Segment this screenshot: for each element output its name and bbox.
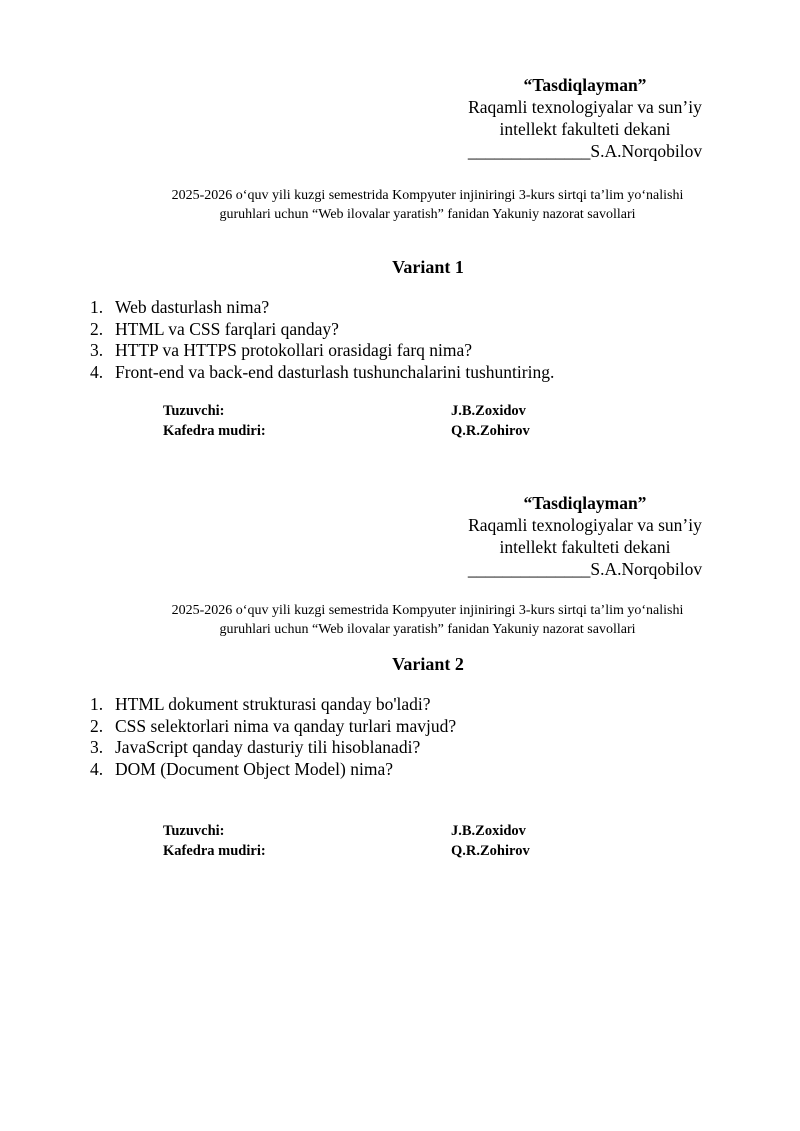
signer-role: Tuzuvchi:: [163, 823, 225, 839]
list-item: [90, 319, 554, 341]
question-list-2: [90, 694, 456, 780]
signer-row: [163, 821, 530, 841]
approval-line: intellekt fakulteti dekani: [499, 537, 671, 557]
signers-block-2: [163, 821, 530, 861]
list-item: [90, 694, 456, 716]
question-number: 3.: [90, 340, 104, 360]
signer-row: [163, 421, 530, 441]
approval-line: Raqamli texnologiyalar va sun’iy: [468, 515, 702, 535]
question-number: 1.: [90, 694, 104, 714]
list-item: [90, 716, 456, 738]
signer-role: Kafedra mudiri:: [163, 843, 266, 859]
heading-line: 2025-2026 o‘quv yili kuzgi semestrida Kompyuter injiniringi 3-kurs sirtqi ta’lim yo‘nalishi: [171, 603, 684, 618]
approval-signature: ______________S.A.Norqobilov: [467, 559, 703, 579]
list-item: [90, 297, 554, 319]
approval-signature: ______________S.A.Norqobilov: [467, 141, 703, 161]
approval-block-1: [450, 74, 720, 162]
list-item: [90, 362, 554, 384]
signer-name: Q.R.Zohirov: [451, 423, 530, 439]
question-text: HTML dokument strukturasi qanday bo'ladi?: [115, 694, 431, 714]
question-number: 4.: [90, 361, 104, 382]
heading-line: 2025-2026 o‘quv yili kuzgi semestrida Kompyuter injiniringi 3-kurs sirtqi ta’lim yo‘nalishi: [171, 188, 684, 203]
signer-role: Kafedra mudiri:: [163, 423, 266, 439]
signer-name: J.B.Zoxidov: [451, 403, 526, 419]
question-text: HTML va CSS farqlari qanday?: [115, 318, 339, 339]
question-list-1: [90, 297, 554, 383]
signers-block-1: [163, 401, 530, 441]
question-text: JavaScript qanday dasturiy tili hisoblanadi?: [115, 737, 421, 757]
approval-title: “Tasdiqlayman”: [523, 75, 647, 95]
document-heading-1: [120, 186, 735, 224]
list-item: [90, 340, 554, 362]
variant-title-1: Variant 1: [392, 257, 464, 277]
list-item: [90, 759, 456, 781]
list-item: [90, 737, 456, 759]
question-number: 3.: [90, 737, 104, 757]
approval-line: Raqamli texnologiyalar va sun’iy: [468, 97, 702, 117]
question-text: DOM (Document Object Model) nima?: [115, 758, 393, 779]
question-text: HTTP va HTTPS protokollari orasidagi farq nima?: [115, 340, 473, 360]
question-number: 4.: [90, 758, 104, 779]
variant-title-2: Variant 2: [392, 654, 464, 674]
question-number: 2.: [90, 715, 104, 736]
signer-name: Q.R.Zohirov: [451, 843, 530, 859]
heading-line: guruhlari uchun “Web ilovalar yaratish” fanidan Yakuniy nazorat savollari: [219, 207, 636, 222]
heading-line: guruhlari uchun “Web ilovalar yaratish” fanidan Yakuniy nazorat savollari: [219, 622, 636, 637]
approval-block-2: [450, 492, 720, 580]
question-text: Front-end va back-end dasturlash tushunchalarini tushuntiring.: [115, 361, 555, 382]
question-text: Web dasturlash nima?: [115, 297, 270, 317]
approval-title: “Tasdiqlayman”: [523, 493, 647, 513]
approval-line: intellekt fakulteti dekani: [499, 119, 671, 139]
signer-role: Tuzuvchi:: [163, 403, 225, 419]
signer-row: [163, 401, 530, 421]
question-number: 2.: [90, 318, 104, 339]
signer-row: [163, 841, 530, 861]
question-text: CSS selektorlari nima va qanday turlari mavjud?: [115, 715, 457, 736]
document-heading-2: [120, 601, 735, 639]
signer-name: J.B.Zoxidov: [451, 823, 526, 839]
question-number: 1.: [90, 297, 104, 317]
